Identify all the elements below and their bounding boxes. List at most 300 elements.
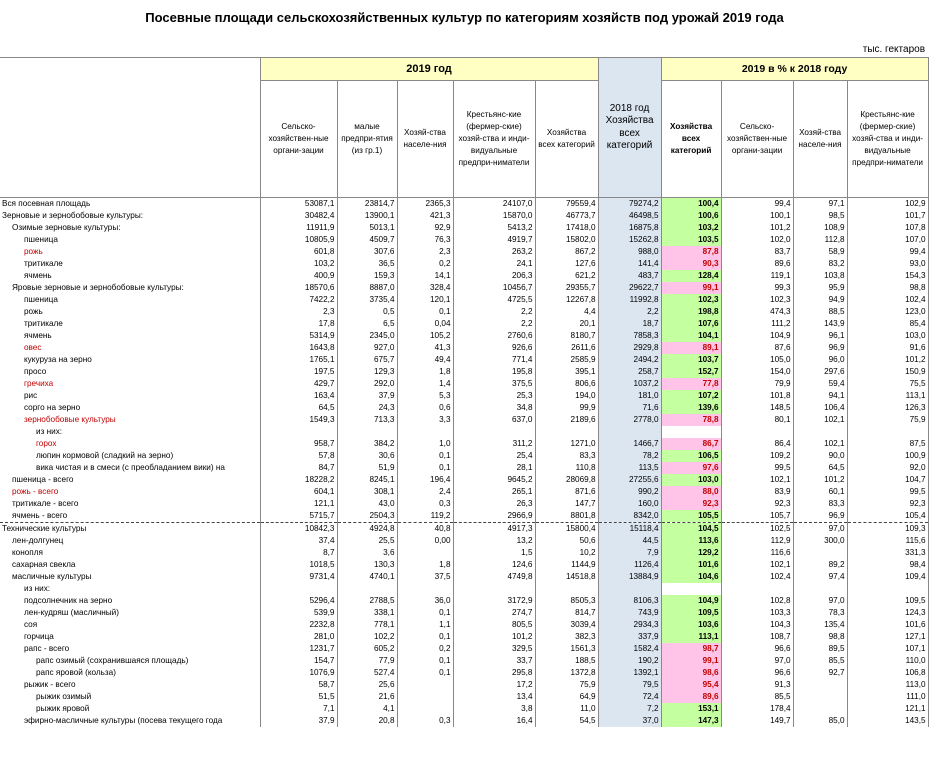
cell-value: 50,6 xyxy=(535,535,598,547)
cell-value: 0,04 xyxy=(397,318,453,330)
cell-value: 867,2 xyxy=(535,246,598,258)
row-name: масличные культуры xyxy=(0,571,260,583)
cell-percent: 123,0 xyxy=(847,306,928,318)
cell-value: 7858,3 xyxy=(598,330,661,342)
row-name: рыжик - всего xyxy=(0,679,260,691)
cell-percent: 89,6 xyxy=(721,258,793,270)
cell-percent: 97,0 xyxy=(721,655,793,667)
header-col-2018: 2018 год Хозяйства всех категорий xyxy=(598,58,661,198)
cell-value: 5314,9 xyxy=(260,330,337,342)
cell-percent-all: 106,5 xyxy=(661,450,721,462)
cell-value: 743,9 xyxy=(598,607,661,619)
cell-value: 0,6 xyxy=(397,402,453,414)
cell-percent: 96,9 xyxy=(793,342,847,354)
cell-value: 1018,5 xyxy=(260,559,337,571)
cell-value: 1,0 xyxy=(397,438,453,450)
cell-value: 41,3 xyxy=(397,342,453,354)
table-row xyxy=(0,258,928,270)
row-name: тритикале xyxy=(0,318,260,330)
table-row xyxy=(0,210,928,222)
row-name: подсолнечник на зерно xyxy=(0,595,260,607)
cell-value: 8106,3 xyxy=(598,595,661,607)
cell-percent-all: 103,2 xyxy=(661,222,721,234)
cell-percent: 102,1 xyxy=(793,414,847,426)
row-name: соя xyxy=(0,619,260,631)
table-row xyxy=(0,655,928,667)
table-row xyxy=(0,318,928,330)
cell-value: 8801,8 xyxy=(535,510,598,523)
cell-percent: 101,2 xyxy=(793,474,847,486)
cell-percent: 89,2 xyxy=(793,559,847,571)
cell-percent: 83,3 xyxy=(793,498,847,510)
cell-value: 28069,8 xyxy=(535,474,598,486)
header-col-pct-households: Хозяй-ства населе-ния xyxy=(793,81,847,198)
cell-value: 29622,7 xyxy=(598,282,661,294)
table-row xyxy=(0,426,928,438)
cell-percent: 92,7 xyxy=(793,667,847,679)
data-table xyxy=(0,57,929,727)
table-row xyxy=(0,607,928,619)
cell-value: 713,3 xyxy=(337,414,397,426)
cell-percent: 102,0 xyxy=(721,234,793,246)
cell-value: 129,3 xyxy=(337,366,397,378)
cell-value xyxy=(453,426,535,438)
row-name: из них: xyxy=(0,583,260,595)
cell-percent: 108,7 xyxy=(721,631,793,643)
cell-percent-all: 102,3 xyxy=(661,294,721,306)
cell-value: 0,1 xyxy=(397,631,453,643)
cell-value: 308,1 xyxy=(337,486,397,498)
cell-value: 78,2 xyxy=(598,450,661,462)
table-row xyxy=(0,474,928,486)
row-name: сахарная свекла xyxy=(0,559,260,571)
table-row xyxy=(0,703,928,715)
table-row xyxy=(0,246,928,258)
cell-value: 1765,1 xyxy=(260,354,337,366)
cell-percent: 148,5 xyxy=(721,402,793,414)
cell-value: 163,4 xyxy=(260,390,337,402)
cell-percent: 105,7 xyxy=(721,510,793,523)
cell-percent-all: 99,1 xyxy=(661,655,721,667)
cell-value: 1,1 xyxy=(397,619,453,631)
cell-value: 307,6 xyxy=(337,246,397,258)
cell-value: 0,1 xyxy=(397,667,453,679)
cell-value: 53087,1 xyxy=(260,198,337,211)
table-row xyxy=(0,643,928,655)
row-name: рапс озимый (сохранившаяся площадь) xyxy=(0,655,260,667)
cell-percent: 109,2 xyxy=(721,450,793,462)
cell-value: 7,9 xyxy=(598,547,661,559)
cell-percent: 85,5 xyxy=(793,655,847,667)
cell-value: 37,5 xyxy=(397,571,453,583)
row-name: тритикале - всего xyxy=(0,498,260,510)
table-row xyxy=(0,414,928,426)
cell-percent-all: 78,8 xyxy=(661,414,721,426)
cell-value: 147,7 xyxy=(535,498,598,510)
cell-value: 54,5 xyxy=(535,715,598,727)
cell-value: 36,0 xyxy=(397,595,453,607)
table-row xyxy=(0,595,928,607)
cell-percent xyxy=(721,426,793,438)
row-name: Вся посевная площадь xyxy=(0,198,260,211)
cell-percent: 96,1 xyxy=(793,330,847,342)
cell-percent: 83,7 xyxy=(721,246,793,258)
table-row xyxy=(0,234,928,246)
cell-value: 71,6 xyxy=(598,402,661,414)
cell-value: 926,6 xyxy=(453,342,535,354)
table-row xyxy=(0,631,928,643)
cell-value: 2,2 xyxy=(598,306,661,318)
header-col-pct-farms: Крестьянс-кие (фермер-ские) хозяй-ства и инди-видуальные предпри-ниматели xyxy=(847,81,928,198)
cell-percent-all xyxy=(661,426,721,438)
cell-value: 601,8 xyxy=(260,246,337,258)
cell-percent: 150,9 xyxy=(847,366,928,378)
header-col-pct-agro: Сельско-хозяйствен-ные органи-зации xyxy=(721,81,793,198)
row-name: кукуруза на зерно xyxy=(0,354,260,366)
cell-percent: 89,5 xyxy=(793,643,847,655)
cell-value xyxy=(260,583,337,595)
row-name: зернобобовые культуры xyxy=(0,414,260,426)
cell-value: 25,4 xyxy=(453,450,535,462)
cell-percent xyxy=(793,547,847,559)
cell-value xyxy=(397,426,453,438)
cell-percent: 101,2 xyxy=(721,222,793,234)
cell-value: 2,2 xyxy=(453,306,535,318)
cell-value: 637,0 xyxy=(453,414,535,426)
cell-percent: 83,9 xyxy=(721,486,793,498)
cell-percent xyxy=(793,691,847,703)
cell-value: 0,1 xyxy=(397,462,453,474)
cell-value: 0,1 xyxy=(397,450,453,462)
cell-percent-all: 113,6 xyxy=(661,535,721,547)
cell-percent: 64,5 xyxy=(793,462,847,474)
cell-value: 988,0 xyxy=(598,246,661,258)
cell-percent: 100,9 xyxy=(847,450,928,462)
cell-value: 3735,4 xyxy=(337,294,397,306)
cell-value: 4749,8 xyxy=(453,571,535,583)
cell-value: 25,3 xyxy=(453,390,535,402)
cell-value: 14518,8 xyxy=(535,571,598,583)
row-name: пшеница xyxy=(0,234,260,246)
cell-value: 44,5 xyxy=(598,535,661,547)
cell-percent: 111,0 xyxy=(847,691,928,703)
row-name: сорго на зерно xyxy=(0,402,260,414)
row-name: ячмень - всего xyxy=(0,510,260,523)
header-col-small: малые предпри-ятия (из гр.1) xyxy=(337,81,397,198)
cell-percent-all xyxy=(661,583,721,595)
row-name: овес xyxy=(0,342,260,354)
cell-value: 196,4 xyxy=(397,474,453,486)
row-name: Технические культуры xyxy=(0,523,260,536)
cell-percent: 83,2 xyxy=(793,258,847,270)
cell-percent-all: 100,4 xyxy=(661,198,721,211)
cell-percent: 87,6 xyxy=(721,342,793,354)
header-group-pct: 2019 в % к 2018 году xyxy=(661,58,928,81)
cell-value: 1372,8 xyxy=(535,667,598,679)
cell-value: 51,9 xyxy=(337,462,397,474)
table-row xyxy=(0,450,928,462)
cell-value: 5413,2 xyxy=(453,222,535,234)
cell-value: 1144,9 xyxy=(535,559,598,571)
row-name: Зерновые и зернобобовые культуры: xyxy=(0,210,260,222)
cell-percent-all: 103,0 xyxy=(661,474,721,486)
cell-value: 265,1 xyxy=(453,486,535,498)
cell-value: 127,6 xyxy=(535,258,598,270)
cell-percent: 97,0 xyxy=(793,523,847,536)
cell-percent-all: 147,3 xyxy=(661,715,721,727)
cell-value: 20,8 xyxy=(337,715,397,727)
cell-value: 1582,4 xyxy=(598,643,661,655)
cell-value: 21,6 xyxy=(337,691,397,703)
cell-value: 7422,2 xyxy=(260,294,337,306)
cell-percent: 297,6 xyxy=(793,366,847,378)
table-row xyxy=(0,535,928,547)
table-row xyxy=(0,498,928,510)
table-row xyxy=(0,510,928,523)
row-name: из них: xyxy=(0,426,260,438)
cell-value: 292,0 xyxy=(337,378,397,390)
table-row xyxy=(0,583,928,595)
cell-value: 0,3 xyxy=(397,715,453,727)
cell-percent: 94,1 xyxy=(793,390,847,402)
cell-value: 2,2 xyxy=(453,318,535,330)
cell-percent: 58,9 xyxy=(793,246,847,258)
cell-value: 16875,8 xyxy=(598,222,661,234)
cell-percent: 109,5 xyxy=(847,595,928,607)
cell-value: 384,2 xyxy=(337,438,397,450)
row-name: просо xyxy=(0,366,260,378)
cell-value: 197,5 xyxy=(260,366,337,378)
cell-value: 16,4 xyxy=(453,715,535,727)
cell-value: 120,1 xyxy=(397,294,453,306)
cell-percent: 92,3 xyxy=(847,498,928,510)
cell-value: 2,3 xyxy=(397,246,453,258)
cell-percent: 98,8 xyxy=(793,631,847,643)
cell-percent: 79,9 xyxy=(721,378,793,390)
cell-percent: 102,5 xyxy=(721,523,793,536)
cell-percent: 103,3 xyxy=(721,607,793,619)
cell-percent-all: 103,5 xyxy=(661,234,721,246)
row-name: вика чистая и в смеси (с преобладанием вики) на xyxy=(0,462,260,474)
cell-value: 49,4 xyxy=(397,354,453,366)
cell-percent: 112,9 xyxy=(721,535,793,547)
cell-value: 0,1 xyxy=(397,306,453,318)
row-name: эфирно-масличные культуры (посева текущего года xyxy=(0,715,260,727)
header-col-agro: Сельско-хозяйствен-ные органи-зации xyxy=(260,81,337,198)
cell-value: 3039,4 xyxy=(535,619,598,631)
cell-value: 11992,8 xyxy=(598,294,661,306)
cell-value: 37,0 xyxy=(598,715,661,727)
row-name: ячмень xyxy=(0,270,260,282)
cell-percent: 101,6 xyxy=(847,619,928,631)
cell-value: 0,2 xyxy=(397,643,453,655)
cell-value: 72,4 xyxy=(598,691,661,703)
cell-value: 30482,4 xyxy=(260,210,337,222)
row-name: рис xyxy=(0,390,260,402)
cell-value: 15800,4 xyxy=(535,523,598,536)
cell-percent-all: 98,6 xyxy=(661,667,721,679)
cell-value: 25,6 xyxy=(337,679,397,691)
cell-value: 2189,6 xyxy=(535,414,598,426)
cell-value: 1271,0 xyxy=(535,438,598,450)
cell-percent: 96,6 xyxy=(721,643,793,655)
cell-value: 28,1 xyxy=(453,462,535,474)
cell-percent: 121,1 xyxy=(847,703,928,715)
cell-value: 1076,9 xyxy=(260,667,337,679)
table-row xyxy=(0,679,928,691)
cell-value: 5013,1 xyxy=(337,222,397,234)
cell-percent: 113,1 xyxy=(847,390,928,402)
cell-value xyxy=(337,583,397,595)
row-name: тритикале xyxy=(0,258,260,270)
cell-percent: 101,2 xyxy=(847,354,928,366)
row-name: рапс яровой (кольза) xyxy=(0,667,260,679)
cell-percent-all: 90,3 xyxy=(661,258,721,270)
cell-value: 2504,3 xyxy=(337,510,397,523)
cell-percent: 149,7 xyxy=(721,715,793,727)
cell-value: 3172,9 xyxy=(453,595,535,607)
table-row xyxy=(0,462,928,474)
table-row xyxy=(0,667,928,679)
table-row xyxy=(0,547,928,559)
cell-value xyxy=(397,703,453,715)
cell-value: 421,3 xyxy=(397,210,453,222)
cell-value: 5,3 xyxy=(397,390,453,402)
cell-value: 4,1 xyxy=(337,703,397,715)
cell-value: 263,2 xyxy=(453,246,535,258)
cell-value: 18570,6 xyxy=(260,282,337,294)
cell-percent: 91,3 xyxy=(721,679,793,691)
cell-percent-all: 109,5 xyxy=(661,607,721,619)
cell-percent: 102,9 xyxy=(847,198,928,211)
cell-percent: 154,0 xyxy=(721,366,793,378)
cell-value: 20,1 xyxy=(535,318,598,330)
cell-percent-all: 198,8 xyxy=(661,306,721,318)
cell-value: 337,9 xyxy=(598,631,661,643)
table-row xyxy=(0,330,928,342)
cell-value: 105,2 xyxy=(397,330,453,342)
cell-percent: 78,3 xyxy=(793,607,847,619)
cell-value: 37,4 xyxy=(260,535,337,547)
cell-value: 539,9 xyxy=(260,607,337,619)
cell-value: 102,2 xyxy=(337,631,397,643)
cell-percent: 98,4 xyxy=(847,559,928,571)
cell-value: 2,3 xyxy=(260,306,337,318)
cell-value: 51,5 xyxy=(260,691,337,703)
cell-percent xyxy=(793,426,847,438)
cell-value: 37,9 xyxy=(260,715,337,727)
cell-value: 604,1 xyxy=(260,486,337,498)
cell-value: 17,2 xyxy=(453,679,535,691)
cell-percent-all: 129,2 xyxy=(661,547,721,559)
cell-value: 382,3 xyxy=(535,631,598,643)
cell-value: 3,3 xyxy=(397,414,453,426)
cell-percent: 103,0 xyxy=(847,330,928,342)
cell-percent: 88,5 xyxy=(793,306,847,318)
cell-percent: 126,3 xyxy=(847,402,928,414)
cell-percent-all: 105,5 xyxy=(661,510,721,523)
cell-value: 34,8 xyxy=(453,402,535,414)
cell-percent: 100,1 xyxy=(721,210,793,222)
cell-value: 605,2 xyxy=(337,643,397,655)
page-title: Посевные площади сельскохозяйственных культур по категориям хозяйств под урожай 2019 года xyxy=(145,10,784,25)
cell-percent-all: 139,6 xyxy=(661,402,721,414)
cell-percent: 102,1 xyxy=(721,474,793,486)
cell-percent xyxy=(847,583,928,595)
cell-value: 195,8 xyxy=(453,366,535,378)
cell-value: 871,6 xyxy=(535,486,598,498)
cell-value: 4509,7 xyxy=(337,234,397,246)
header-blank xyxy=(0,58,260,198)
row-name: пшеница xyxy=(0,294,260,306)
cell-percent: 101,7 xyxy=(847,210,928,222)
cell-value: 121,1 xyxy=(260,498,337,510)
cell-percent-all: 107,2 xyxy=(661,390,721,402)
cell-value: 527,4 xyxy=(337,667,397,679)
table-row xyxy=(0,559,928,571)
cell-percent xyxy=(793,583,847,595)
cell-value: 12267,8 xyxy=(535,294,598,306)
cell-value: 4919,7 xyxy=(453,234,535,246)
cell-value: 2778,0 xyxy=(598,414,661,426)
cell-percent: 127,1 xyxy=(847,631,928,643)
cell-value: 2232,8 xyxy=(260,619,337,631)
cell-value: 2345,0 xyxy=(337,330,397,342)
cell-percent-all: 107,6 xyxy=(661,318,721,330)
cell-value: 40,8 xyxy=(397,523,453,536)
cell-percent: 107,8 xyxy=(847,222,928,234)
cell-percent: 106,8 xyxy=(847,667,928,679)
cell-percent: 143,9 xyxy=(793,318,847,330)
cell-value: 141,4 xyxy=(598,258,661,270)
cell-percent: 91,6 xyxy=(847,342,928,354)
cell-percent-all: 103,6 xyxy=(661,619,721,631)
cell-value: 2929,8 xyxy=(598,342,661,354)
cell-percent: 99,5 xyxy=(721,462,793,474)
cell-value: 1466,7 xyxy=(598,438,661,450)
cell-percent-all: 97,6 xyxy=(661,462,721,474)
cell-value: 2966,9 xyxy=(453,510,535,523)
cell-value: 1643,8 xyxy=(260,342,337,354)
cell-value: 0,2 xyxy=(397,258,453,270)
cell-value: 958,7 xyxy=(260,438,337,450)
table-row xyxy=(0,378,928,390)
cell-value: 37,9 xyxy=(337,390,397,402)
cell-value: 160,0 xyxy=(598,498,661,510)
cell-percent-all: 104,5 xyxy=(661,523,721,536)
cell-percent: 98,8 xyxy=(847,282,928,294)
cell-value: 124,6 xyxy=(453,559,535,571)
cell-value: 778,1 xyxy=(337,619,397,631)
table-row xyxy=(0,198,928,211)
cell-percent: 300,0 xyxy=(793,535,847,547)
cell-value: 2611,6 xyxy=(535,342,598,354)
cell-value: 9731,4 xyxy=(260,571,337,583)
cell-value: 8505,3 xyxy=(535,595,598,607)
cell-value: 2,4 xyxy=(397,486,453,498)
cell-percent: 60,1 xyxy=(793,486,847,498)
cell-value: 0,3 xyxy=(397,498,453,510)
cell-value xyxy=(535,426,598,438)
cell-percent: 110,0 xyxy=(847,655,928,667)
cell-value: 13884,9 xyxy=(598,571,661,583)
table-row xyxy=(0,390,928,402)
cell-value: 0,5 xyxy=(337,306,397,318)
cell-percent: 109,4 xyxy=(847,571,928,583)
cell-percent: 474,3 xyxy=(721,306,793,318)
cell-value: 281,0 xyxy=(260,631,337,643)
cell-percent: 111,2 xyxy=(721,318,793,330)
